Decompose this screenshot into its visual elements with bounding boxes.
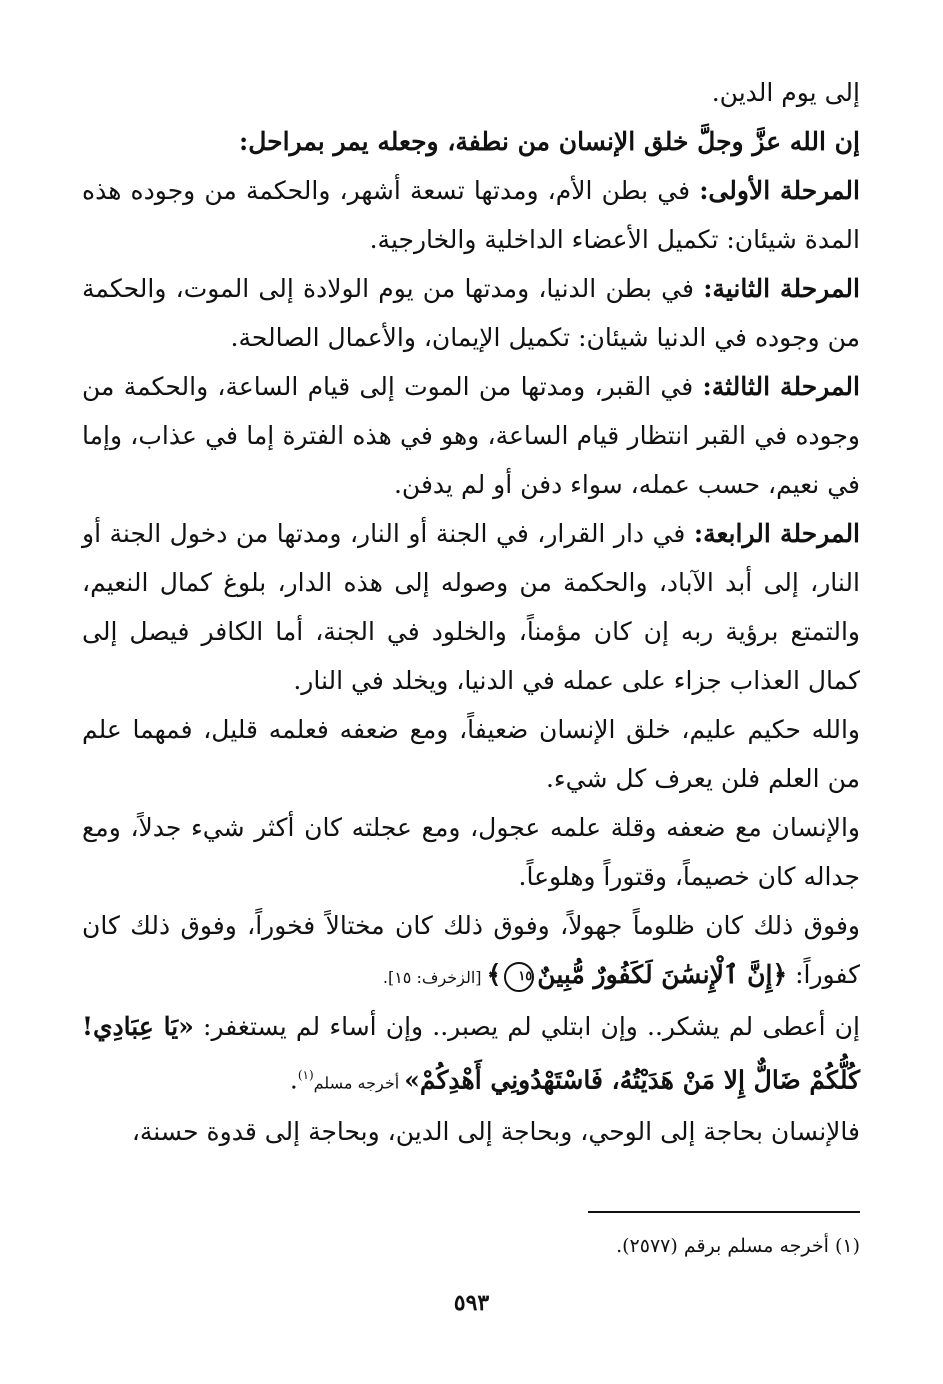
stage-1-text: في بطن الأم، ومدتها تسعة أشهر، والحكمة من وجوده هذه المدة شيئان: تكميل الأعضاء الداخلية والخارجية. [82, 176, 860, 254]
stage-1-label: المرحلة الأولى: [699, 176, 860, 205]
paragraph-7-text: والله حكيم عليم، خلق الإنسان ضعيفاً، ومع ضعفه فعلمه قليل، فمهما علم من العلم فلن يعرف كل شيء. [82, 715, 861, 793]
paragraph-11-text: فالإنسان بحاجة إلى الوحي، وبحاجة إلى الدين، وبحاجة إلى قدوة حسنة، [131, 1117, 860, 1147]
stage-4-paragraph [82, 509, 860, 705]
verse-reference: [الزخرف: ١٥]. [382, 968, 487, 987]
hadith-quote: «يَا عِبَادِي! كُلُّكُمْ ضَالٌّ إِلا مَنْ هَدَيْتُهُ، فَاسْتَهْدُونِي أَهْدِكُمْ» [82, 1012, 860, 1095]
quran-close-bracket: ﴾ [486, 960, 502, 989]
page-number: ٥٩٣ [453, 1290, 490, 1316]
paragraph-8-text: والإنسان مع ضعفه وقلة علمه عجول، ومع عجلته كان أكثر شيء جدلاً، ومع جداله كان خصيماً، وقتوراً وهلوعاً. [82, 813, 860, 891]
stage-3-text: في القبر، ومدتها من الموت إلى قيام الساعة، والحكمة من وجوده في القبر انتظار قيام الساعة، وهو في هذه الفترة إما في عذاب، وإما في نعيم، حسب عمله، سواء دفن أو لم يدفن. [82, 372, 860, 499]
main-text [82, 68, 860, 1156]
paragraph-2 [82, 117, 860, 166]
hadith-reference: أخرجه مسلم [313, 1073, 405, 1093]
paragraph-8 [82, 803, 860, 901]
paragraph-11 [82, 1107, 860, 1156]
stage-4-label: المرحلة الرابعة: [693, 519, 861, 548]
footnote-marker: (١) [297, 1068, 314, 1082]
stage-3-label: المرحلة الثالثة: [702, 372, 860, 401]
stage-4-text: في دار القرار، في الجنة أو النار، ومدتها من دخول الجنة أو النار، إلى أبد الآباد، والحكمة من وصوله إلى هذه الدار، بلوغ كمال النعيم، والتمتع برؤية ربه إن كان مؤمناً، والخلود في الجنة، أما الكافر فيصل إلى كمال العذاب جزاء على عمله في الدنيا، ويخلد في النار. [82, 519, 860, 695]
paragraph-10 [82, 1002, 860, 1107]
ayah-number-marker: ١٥ [504, 962, 534, 992]
footnote-divider [588, 1211, 860, 1213]
footnote: (١) أخرجه مسلم برقم (٢٥٧٧). [616, 1235, 860, 1257]
stage-2-label: المرحلة الثانية: [703, 274, 860, 303]
stage-1-paragraph [82, 166, 860, 264]
stage-3-paragraph [82, 362, 860, 509]
paragraph-10-text: إن أعطى لم يشكر.. وإن ابتلي لم يصبر.. وإن أساء لم يستغفر: [193, 1012, 860, 1041]
stage-2-text: في بطن الدنيا، ومدتها من يوم الولادة إلى الموت، والحكمة من وجوده في الدنيا شيئان: تكميل الإيمان، والأعمال الصالحة. [82, 274, 860, 352]
page-body [82, 68, 860, 1156]
paragraph-9 [82, 901, 860, 1002]
paragraph-10-end: . [289, 1065, 298, 1095]
paragraph-2-text: إن الله عزَّ وجلَّ خلق الإنسان من نطفة، وجعله يمر بمراحل: [238, 127, 860, 156]
quran-verse: ﴿إِنَّ ٱلْإِنسَٰنَ لَكَفُورٌ مُّبِينٌ [537, 960, 788, 989]
stage-2-paragraph [82, 264, 860, 362]
paragraph-9-text: وفوق ذلك كان ظلوماً جهولاً، وفوق ذلك كان مختالاً فخوراً، وفوق ذلك كان كفوراً: [82, 911, 860, 989]
paragraph-1-text: إلى يوم الدين. [711, 78, 860, 107]
paragraph-1 [82, 68, 860, 117]
paragraph-7 [82, 705, 860, 803]
